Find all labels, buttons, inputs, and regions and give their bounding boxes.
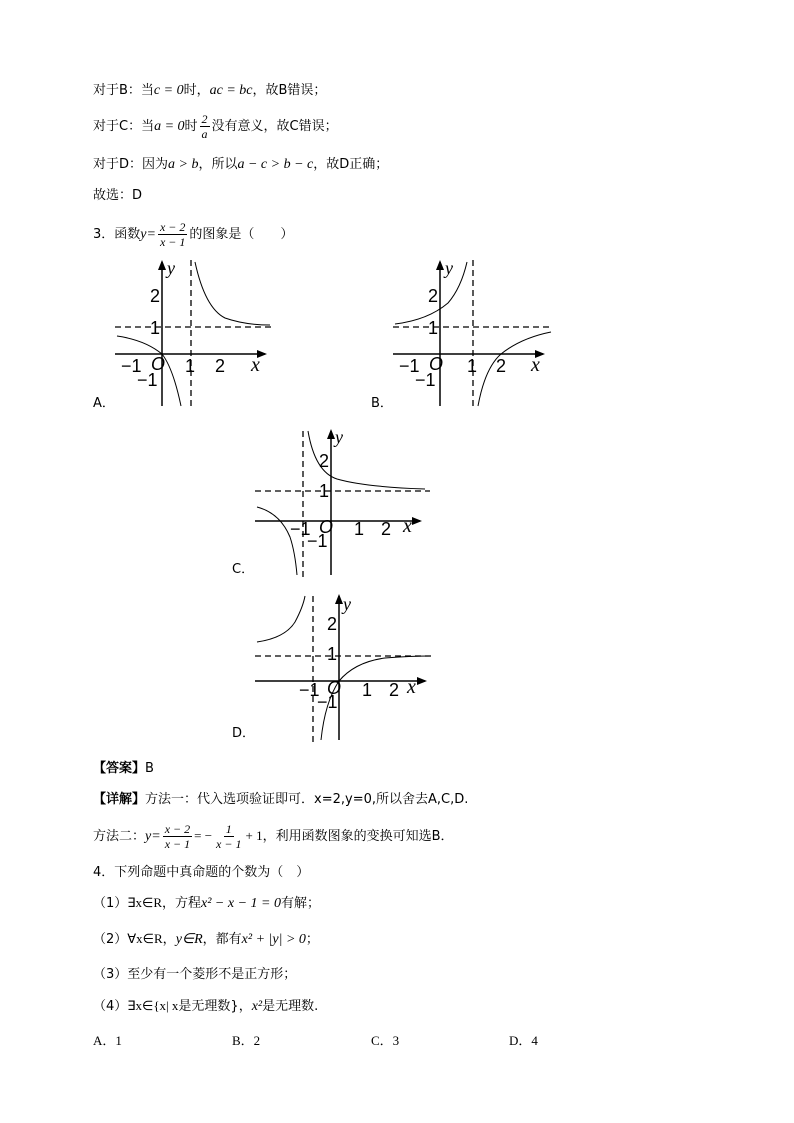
tick-label: −1	[399, 356, 420, 376]
fraction: $\frac{2}{a}$	[201, 112, 208, 141]
tick-label: −1	[307, 531, 328, 551]
origin-label: O	[151, 354, 166, 374]
tick-label: 2	[327, 614, 338, 634]
math-ineq: a − c > b − c	[237, 157, 314, 172]
x-axis-label: x	[407, 676, 416, 698]
tick-label: 2	[389, 680, 400, 700]
choice-b: B．2	[232, 1033, 261, 1048]
choice-d: D．4	[509, 1033, 538, 1048]
fraction: $\frac{x - 2}{x - 1}$	[164, 822, 191, 851]
x-axis-label: x	[531, 354, 540, 376]
tick-label: 1	[327, 644, 338, 664]
origin-label: O	[319, 517, 334, 537]
q4-item-3: （3）至少有一个菱形不是正方形；	[93, 967, 297, 982]
tick-label: −1	[137, 370, 158, 390]
choice-a: A．1	[93, 1033, 122, 1048]
tick-label: 2	[150, 286, 161, 306]
math-cond: a > b	[168, 157, 199, 172]
tick-label: 1	[150, 318, 161, 338]
tick-label: 2	[381, 519, 392, 539]
line-option-c: 对于C：当a = 0时 $\frac{2}{a}$ 没有意义，故C错误；	[93, 112, 338, 141]
y-axis-label: y	[335, 427, 343, 447]
detail-method-2: 方法二：y= $\frac{x - 2}{x - 1}$ = − $\frac{1}{x - 1}$ + 1，利用函数图象的变换可知选B．	[93, 822, 454, 851]
tick-label: 1	[319, 481, 330, 501]
graph-b	[393, 258, 553, 408]
option-a-label: A．	[93, 396, 115, 411]
fraction: $\frac{x - 2}{x - 1}$	[159, 220, 186, 249]
tick-label: 1	[467, 356, 478, 376]
origin-label: O	[327, 678, 342, 698]
line-option-d: 对于D：因为a > b，所以a − c > b − c，故D正确；	[93, 157, 389, 172]
tick-label: −1	[415, 370, 436, 390]
detail-method-1: 【详解】方法一：代入选项验证即可．x=2,y=0,所以舍去A,C,D.	[93, 792, 469, 807]
x-axis-label: x	[403, 515, 412, 537]
tick-label: 2	[496, 356, 507, 376]
tick-label: 2	[428, 286, 439, 306]
tick-label: −1	[290, 519, 311, 539]
tick-label: 1	[428, 318, 439, 338]
y-axis-label: y	[445, 258, 453, 278]
math-cond: c = 0	[153, 83, 184, 98]
x-axis-label: x	[251, 354, 260, 376]
tick-label: −1	[121, 356, 142, 376]
q4-item-4: （4）∃x∈{x| x是无理数}，x²是无理数.	[93, 998, 319, 1014]
graph-c	[255, 427, 430, 577]
tick-label: −1	[317, 692, 338, 712]
tick-label: 1	[185, 356, 196, 376]
q4-item-2: （2）∀x∈R，y∈R，都有x² + |y| > 0；	[93, 931, 319, 947]
choice-c: C．3	[371, 1033, 400, 1048]
question-4-stem: 4．下列命题中真命题的个数为（ ）	[93, 865, 310, 880]
fraction: $\frac{1}{x - 1}$	[216, 822, 242, 851]
y-axis-label: y	[343, 594, 351, 614]
math-cond: a = 0	[154, 119, 185, 134]
graph-d	[255, 592, 435, 742]
tick-label: 2	[319, 451, 330, 471]
tick-label: 1	[354, 519, 365, 539]
option-b-label: B．	[371, 396, 393, 411]
question-3-stem: 3．函数y= $\frac{x - 2}{x - 1}$ 的图象是（ ）	[93, 220, 294, 249]
answer-line: 【答案】B	[93, 761, 154, 776]
line-conclusion: 故选：D	[93, 188, 143, 203]
tick-label: 1	[362, 680, 373, 700]
option-d-label: D．	[232, 726, 256, 741]
tick-label: 2	[215, 356, 226, 376]
origin-label: O	[429, 354, 444, 374]
y-axis-label: y	[167, 258, 175, 278]
q4-item-1: （1）∃x∈R，方程x² − x − 1 = 0有解；	[93, 895, 320, 911]
math-eq: ac = bc	[209, 83, 253, 98]
option-c-label: C．	[232, 562, 255, 577]
line-option-b: 对于B：当c = 0时，ac = bc，故B错误；	[93, 83, 327, 98]
tick-label: −1	[299, 680, 320, 700]
graph-a	[115, 258, 275, 408]
